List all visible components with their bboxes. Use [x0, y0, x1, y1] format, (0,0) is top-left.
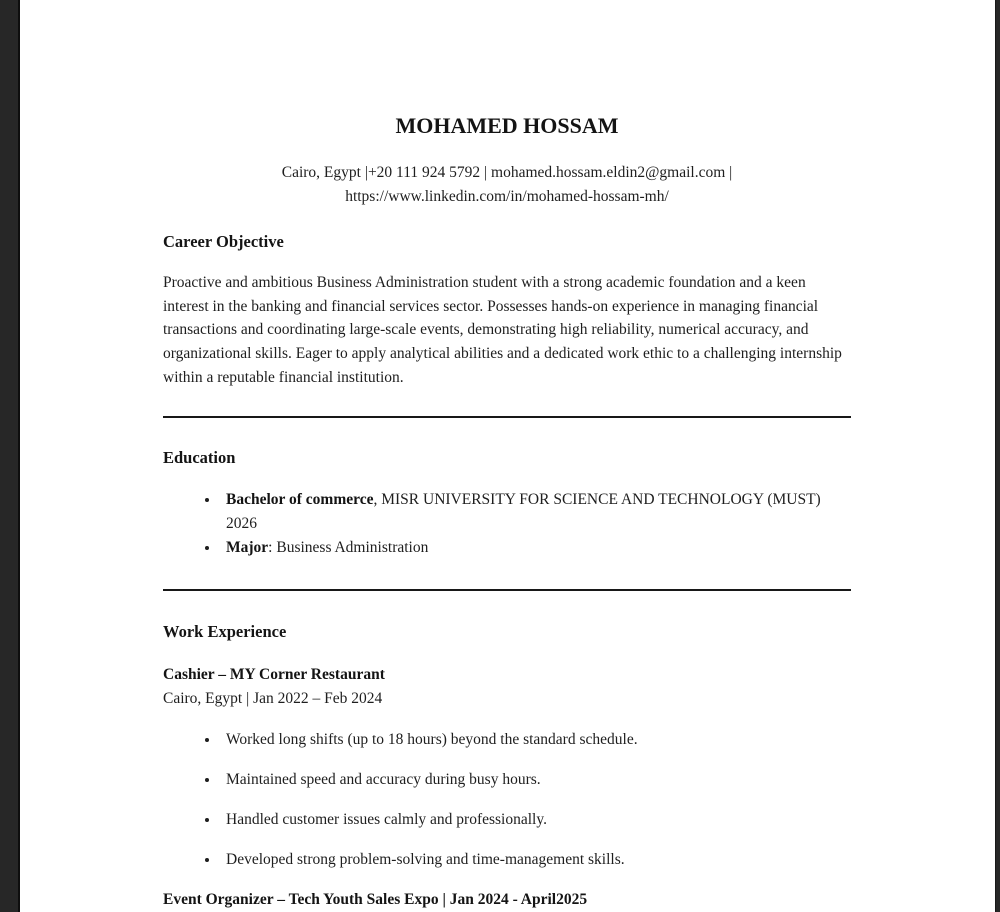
section-divider — [163, 416, 851, 418]
viewer-left-edge — [0, 0, 20, 912]
education-list — [163, 488, 851, 560]
section-divider — [163, 589, 851, 591]
education-item-lead: Bachelor of commerce — [226, 490, 374, 508]
education-heading: Education — [163, 447, 236, 467]
job-meta: Cairo, Egypt | Jan 2022 – Feb 2024 — [163, 689, 383, 707]
career-objective-heading: Career Objective — [163, 232, 284, 251]
career-objective-body: Proactive and ambitious Business Administration student with a strong academic foundation and a keen interest in the banking and financial services sector. Possesses hands-on experience in managing financial transactions and coordinating large-scale events, demonstrating high reliability, numerical accuracy, and organizational skills. Eager to apply analytical abilities and a dedicated work ethic to a challenging internship within a reputable financial institution. — [163, 274, 842, 386]
education-item — [220, 488, 851, 536]
job-bullet: • Maintained speed and accuracy during busy hours. — [220, 768, 851, 792]
job-title-clipped: Event Organizer – Tech Youth Sales Expo | Jan 2024 - April2025 — [163, 890, 588, 908]
job-title: Cashier – MY Corner Restaurant — [163, 665, 385, 683]
education-item-rest: : Business Administration — [268, 538, 429, 556]
education-item-lead: Major — [226, 538, 269, 556]
job-bullet: • Worked long shifts (up to 18 hours) beyond the standard schedule. — [220, 728, 851, 752]
job-bullet: • Handled customer issues calmly and professionally. — [220, 808, 851, 832]
resume-page — [20, 0, 995, 912]
education-item — [220, 536, 851, 560]
contact-line-2: https://www.linkedin.com/in/mohamed-hossam-mh/ — [345, 187, 669, 205]
document-viewport[interactable] — [20, 0, 995, 912]
contact-block — [163, 161, 851, 208]
viewer-right-edge — [995, 0, 1000, 912]
job-bullet: • Developed strong problem-solving and time-management skills. — [220, 848, 851, 872]
job-bullet-list — [163, 728, 851, 872]
work-experience-heading: Work Experience — [163, 621, 287, 641]
contact-line-1: Cairo, Egypt |+20 111 924 5792 | mohamed.hossam.eldin2@gmail.com | — [281, 164, 733, 181]
resume-name: MOHAMED HOSSAM — [395, 113, 619, 138]
education-item-rest: , MISR UNIVERSITY FOR SCIENCE AND TECHNOLOGY (MUST) 2026 — [226, 490, 821, 532]
